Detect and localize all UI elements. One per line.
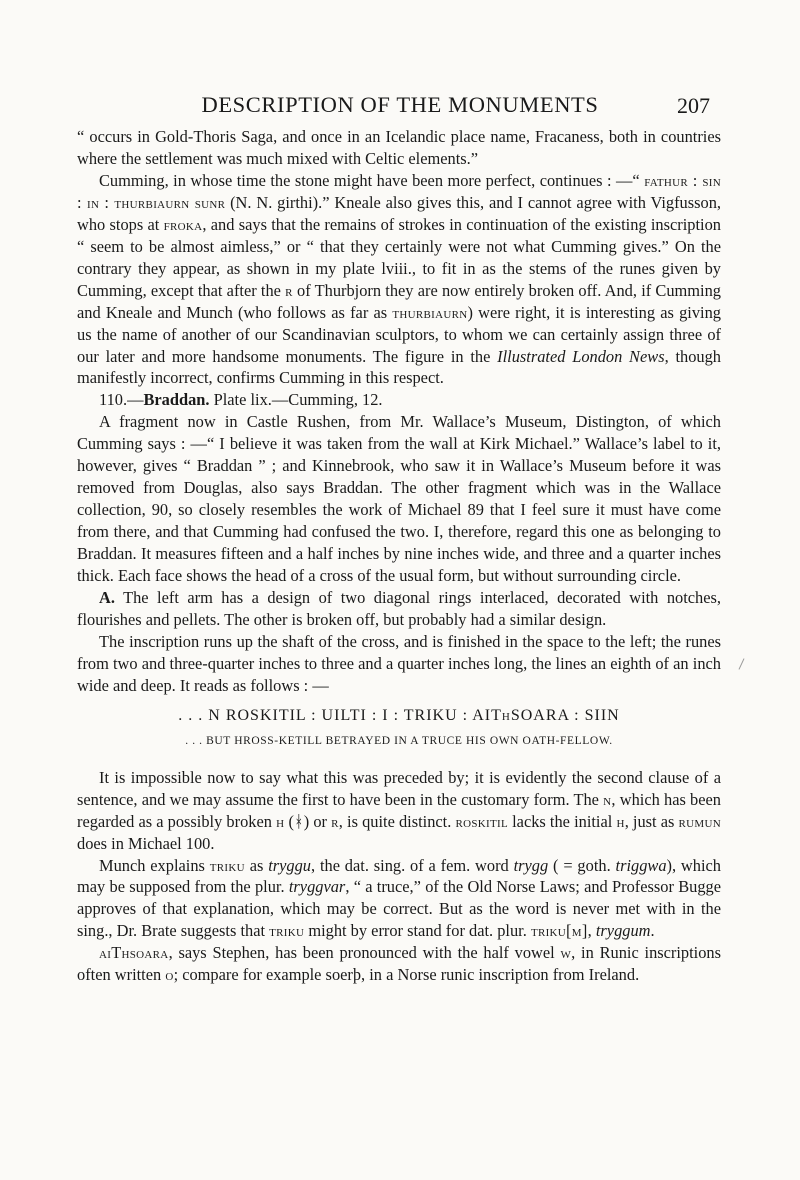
running-head: DESCRIPTION OF THE MONUMENTS [201, 92, 599, 117]
section-heading-110: 110.—Braddan. Plate lix.—Cumming, 12. [99, 390, 383, 410]
pencil-mark [739, 658, 745, 669]
body-text [77, 126, 721, 986]
paragraph-5: The inscription runs up the shaft of the cross, and is finished in the space to the left; the runes from two and three-quarter inches to three and a quarter inches long, the lines an eighth of an inch wide and deep. It reads as follows : — [77, 631, 721, 695]
paragraph-1: “ occurs in Gold-Thoris Saga, and once in an Icelandic place name, Fracaness, both in countries where the settlement was much mixed with Celtic elements.” [77, 127, 721, 168]
inscription-translation: . . . BUT HROSS-KETILL BETRAYED IN A TRUCE HIS OWN OATH-FELLOW. [185, 734, 613, 747]
paragraph-6: It is impossible now to say what this was preceded by; it is evidently the second clause of a sentence, and we may assume the first to have been in the customary form. The n, which has been regarded as a possibly broken h (ᚼ) or r, is quite distinct. roskitil lacks the initial h, just as rumun does in Michael 100. [77, 767, 721, 853]
paragraph-2: Cumming, in whose time the stone might have been more perfect, continues : —“ fathur : sin : in : thurbiaurn sunr (N. N. girthi).” Kneale also gives this, and I cannot agree with Vigfusson, who stops at froka, and says that the remains of strokes in continuation of the existing inscription “ seem to be almost aimless,” or “ that they certainly were not what Cumming gives.” On the contrary they appear, as shown in my plate lviii., to fit in as the stems of the runes given by Cumming, except that after the r of Thurbjorn they are now entirely broken off. And, if Cumming and Kneale and Munch (who follows as far as thurbiaurn) were right, it is interesting as giving us the name of another of our Scandinavian sculptors, to whom we can certainly assign three of our later and more handsome monuments. The figure in the Illustrated London News, though manifestly incorrect, confirms Cumming in this respect. [77, 170, 721, 388]
page-header [0, 92, 800, 122]
paragraph-7: Munch explains triku as tryggu, the dat. sing. of a fem. word trygg ( = goth. triggwa), which may be supposed from the plur. tryggvar, “ a truce,” of the Old Norse Laws; and Professor Bugge approves of that explanation, which may be correct. But as the word is never met with in the sing., Dr. Brate suggests that triku might by error stand for dat. plur. triku[m], tryggum. [77, 855, 722, 941]
runic-inscription: . . . N ROSKITIL : UILTI : I : TRIKU : AIThSOARA : SIIN [178, 706, 620, 724]
paragraph-8: aiThsoara, says Stephen, has been pronounced with the half vowel w, in Runic inscriptions often written o; compare for example soerþ, in a Norse runic inscription from Ireland. [77, 943, 722, 985]
paragraph-4: A. The left arm has a design of two diagonal rings interlaced, decorated with notches, flourishes and pellets. The other is broken off, but probably had a similar design. [77, 588, 721, 629]
page-number: 207 [677, 93, 710, 118]
paragraph-3: A fragment now in Castle Rushen, from Mr. Wallace’s Museum, Distington, of which Cumming says : —“ I believe it was taken from the wall at Kirk Michael.” Wallace’s label to it, however, gives “ Braddan ” ; and Kinnebrook, who saw it in Wallace’s Museum before it was removed from Douglas, also says Braddan. The other fragment which was in the Wallace collection, 90, so closely resembles the work of Michael 89 that I feel sure it must have come from there, and that Cumming had confused the two. I, therefore, regard this one as belonging to Braddan. It measures fifteen and a half inches by nine inches wide, and three and a quarter inches thick. Each face shows the head of a cross of the usual form, but without surrounding circle. [77, 412, 721, 586]
